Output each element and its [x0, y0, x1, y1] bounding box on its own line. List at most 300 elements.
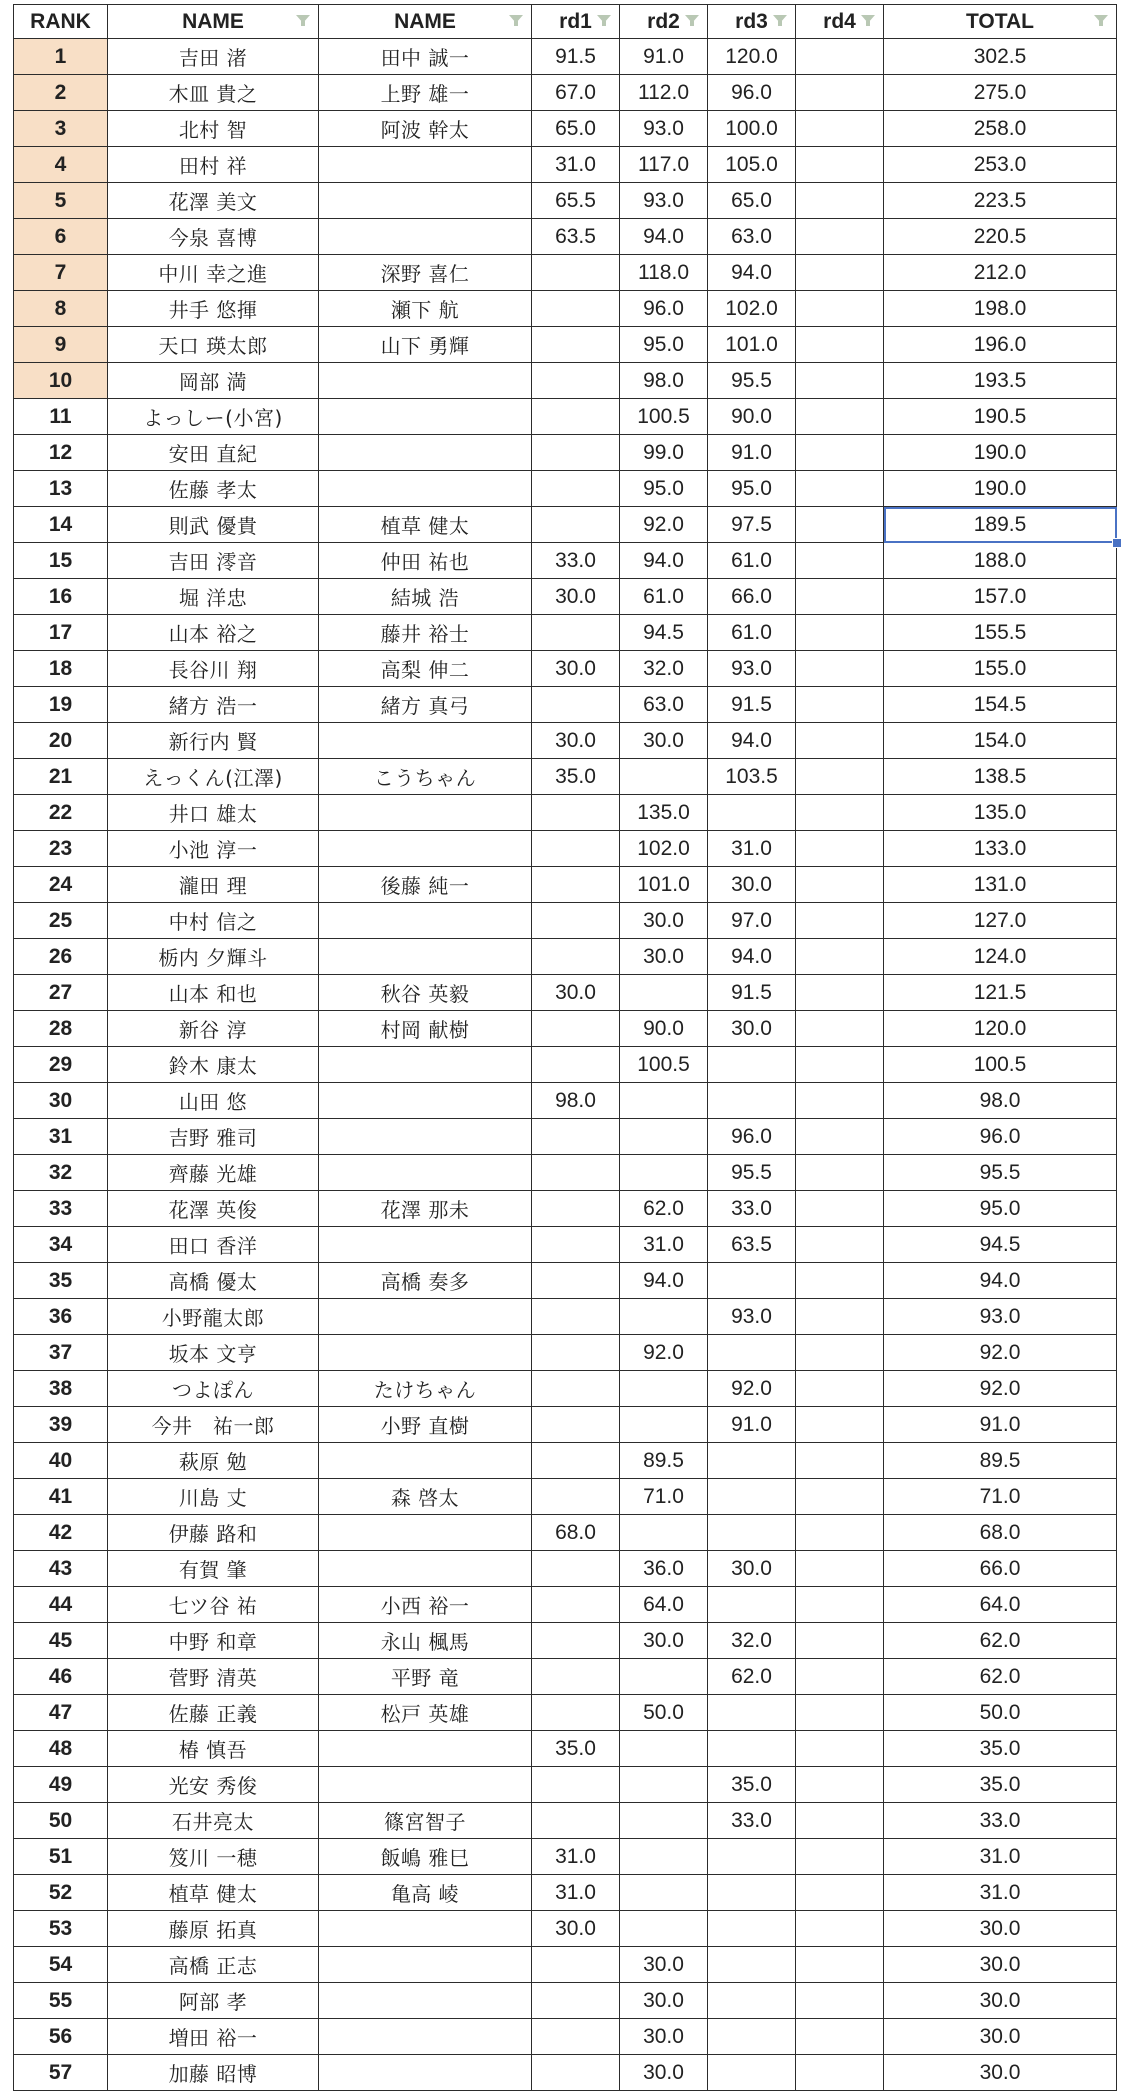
name-1-cell[interactable]: 山本 裕之	[108, 615, 319, 651]
rd4-cell[interactable]	[796, 1731, 884, 1767]
name-2-cell[interactable]	[319, 1119, 532, 1155]
rd2-cell[interactable]	[620, 1155, 708, 1191]
rd2-cell[interactable]: 94.0	[620, 1263, 708, 1299]
rd3-cell[interactable]	[708, 1695, 796, 1731]
rd4-cell[interactable]	[796, 1263, 884, 1299]
rd3-cell[interactable]: 90.0	[708, 399, 796, 435]
rd4-cell[interactable]	[796, 507, 884, 543]
rd1-cell[interactable]	[532, 1119, 620, 1155]
rd3-cell[interactable]: 97.5	[708, 507, 796, 543]
name-1-cell[interactable]: 藤原 拓真	[108, 1911, 319, 1947]
rd1-cell[interactable]	[532, 795, 620, 831]
name-1-cell[interactable]: 則武 優貴	[108, 507, 319, 543]
name-2-cell[interactable]	[319, 2019, 532, 2055]
rd2-cell[interactable]: 92.0	[620, 1335, 708, 1371]
name-1-cell[interactable]: 木皿 貴之	[108, 75, 319, 111]
rd3-cell[interactable]: 94.0	[708, 255, 796, 291]
rd1-cell[interactable]	[532, 1191, 620, 1227]
rank-cell[interactable]: 21	[14, 759, 108, 795]
rank-cell[interactable]: 57	[14, 2055, 108, 2091]
total-cell[interactable]: 196.0	[884, 327, 1117, 363]
rd4-cell[interactable]	[796, 903, 884, 939]
name-2-cell[interactable]: 村岡 献樹	[319, 1011, 532, 1047]
name-1-cell[interactable]: 新行内 賢	[108, 723, 319, 759]
name-1-cell[interactable]: 石井亮太	[108, 1803, 319, 1839]
rd4-cell[interactable]	[796, 1803, 884, 1839]
rd3-cell[interactable]	[708, 1047, 796, 1083]
rd1-cell[interactable]: 30.0	[532, 579, 620, 615]
name-2-cell[interactable]	[319, 723, 532, 759]
rd1-cell[interactable]	[532, 1695, 620, 1731]
rd1-cell[interactable]: 30.0	[532, 1911, 620, 1947]
name-1-cell[interactable]: 吉田 澪音	[108, 543, 319, 579]
rd4-cell[interactable]	[796, 579, 884, 615]
rd4-cell[interactable]	[796, 1335, 884, 1371]
rd4-cell[interactable]	[796, 1587, 884, 1623]
rank-cell[interactable]: 34	[14, 1227, 108, 1263]
rd1-cell[interactable]	[532, 1623, 620, 1659]
rd4-cell[interactable]	[796, 1515, 884, 1551]
name-2-cell[interactable]	[319, 435, 532, 471]
total-cell[interactable]: 71.0	[884, 1479, 1117, 1515]
rd3-cell[interactable]: 93.0	[708, 651, 796, 687]
rd2-cell[interactable]: 95.0	[620, 471, 708, 507]
rd1-cell[interactable]	[532, 687, 620, 723]
rd2-cell[interactable]	[620, 1803, 708, 1839]
total-cell[interactable]: 131.0	[884, 867, 1117, 903]
name-1-cell[interactable]: 緒方 浩一	[108, 687, 319, 723]
rd4-cell[interactable]	[796, 1767, 884, 1803]
rd3-cell[interactable]: 96.0	[708, 75, 796, 111]
rd2-cell[interactable]: 102.0	[620, 831, 708, 867]
rank-cell[interactable]: 27	[14, 975, 108, 1011]
rd2-cell[interactable]	[620, 1731, 708, 1767]
rd3-cell[interactable]: 32.0	[708, 1623, 796, 1659]
total-cell[interactable]: 64.0	[884, 1587, 1117, 1623]
header-rd3[interactable]	[708, 5, 796, 39]
rd2-cell[interactable]: 98.0	[620, 363, 708, 399]
rd3-cell[interactable]	[708, 1731, 796, 1767]
rd4-cell[interactable]	[796, 327, 884, 363]
total-cell[interactable]: 189.5	[884, 507, 1117, 543]
total-cell[interactable]: 190.0	[884, 435, 1117, 471]
rd4-cell[interactable]	[796, 687, 884, 723]
name-2-cell[interactable]: 瀬下 航	[319, 291, 532, 327]
total-cell[interactable]: 31.0	[884, 1839, 1117, 1875]
rd4-cell[interactable]	[796, 75, 884, 111]
name-2-cell[interactable]: 小野 直樹	[319, 1407, 532, 1443]
rank-cell[interactable]: 18	[14, 651, 108, 687]
rd1-cell[interactable]	[532, 1587, 620, 1623]
filter-dropdown-icon[interactable]	[296, 15, 310, 27]
total-cell[interactable]: 155.5	[884, 615, 1117, 651]
rd4-cell[interactable]	[796, 1443, 884, 1479]
filter-dropdown-icon[interactable]	[509, 15, 523, 27]
total-cell[interactable]: 35.0	[884, 1767, 1117, 1803]
rank-cell[interactable]: 17	[14, 615, 108, 651]
rd4-cell[interactable]	[796, 1191, 884, 1227]
rd4-cell[interactable]	[796, 1623, 884, 1659]
name-1-cell[interactable]: 田口 香洋	[108, 1227, 319, 1263]
rd4-cell[interactable]	[796, 1695, 884, 1731]
rd2-cell[interactable]: 118.0	[620, 255, 708, 291]
name-1-cell[interactable]: 栃内 夕輝斗	[108, 939, 319, 975]
name-2-cell[interactable]	[319, 399, 532, 435]
rank-cell[interactable]: 36	[14, 1299, 108, 1335]
rd1-cell[interactable]	[532, 867, 620, 903]
name-2-cell[interactable]: たけちゃん	[319, 1371, 532, 1407]
rd3-cell[interactable]: 91.5	[708, 687, 796, 723]
rd2-cell[interactable]: 112.0	[620, 75, 708, 111]
rd2-cell[interactable]	[620, 1299, 708, 1335]
rd4-cell[interactable]	[796, 255, 884, 291]
total-cell[interactable]: 212.0	[884, 255, 1117, 291]
rd2-cell[interactable]: 92.0	[620, 507, 708, 543]
header-rd1[interactable]	[532, 5, 620, 39]
rd3-cell[interactable]: 101.0	[708, 327, 796, 363]
rd2-cell[interactable]	[620, 1407, 708, 1443]
name-1-cell[interactable]: 今井 祐一郎	[108, 1407, 319, 1443]
rd1-cell[interactable]	[532, 615, 620, 651]
name-2-cell[interactable]	[319, 1983, 532, 2019]
rank-cell[interactable]: 20	[14, 723, 108, 759]
rd4-cell[interactable]	[796, 1371, 884, 1407]
rd2-cell[interactable]: 30.0	[620, 903, 708, 939]
rd1-cell[interactable]	[532, 1659, 620, 1695]
name-1-cell[interactable]: 高橋 優太	[108, 1263, 319, 1299]
name-1-cell[interactable]: 花澤 英俊	[108, 1191, 319, 1227]
rd3-cell[interactable]: 91.5	[708, 975, 796, 1011]
name-1-cell[interactable]: 田村 祥	[108, 147, 319, 183]
rank-cell[interactable]: 25	[14, 903, 108, 939]
name-1-cell[interactable]: 中村 信之	[108, 903, 319, 939]
rd1-cell[interactable]	[532, 471, 620, 507]
rd1-cell[interactable]	[532, 1299, 620, 1335]
rd4-cell[interactable]	[796, 1119, 884, 1155]
rd1-cell[interactable]	[532, 1227, 620, 1263]
rd2-cell[interactable]: 94.5	[620, 615, 708, 651]
rd1-cell[interactable]	[532, 1983, 620, 2019]
rd3-cell[interactable]: 61.0	[708, 615, 796, 651]
rd2-cell[interactable]: 30.0	[620, 723, 708, 759]
rd3-cell[interactable]: 30.0	[708, 1551, 796, 1587]
rd2-cell[interactable]	[620, 1119, 708, 1155]
rd2-cell[interactable]: 62.0	[620, 1191, 708, 1227]
rd1-cell[interactable]: 67.0	[532, 75, 620, 111]
name-1-cell[interactable]: 吉田 渚	[108, 39, 319, 75]
rd2-cell[interactable]: 30.0	[620, 1623, 708, 1659]
rd4-cell[interactable]	[796, 1227, 884, 1263]
name-1-cell[interactable]: 伊藤 路和	[108, 1515, 319, 1551]
rd4-cell[interactable]	[796, 1479, 884, 1515]
total-cell[interactable]: 190.5	[884, 399, 1117, 435]
name-2-cell[interactable]: 仲田 祐也	[319, 543, 532, 579]
total-cell[interactable]: 30.0	[884, 2055, 1117, 2091]
total-cell[interactable]: 193.5	[884, 363, 1117, 399]
rd2-cell[interactable]: 101.0	[620, 867, 708, 903]
rd3-cell[interactable]: 35.0	[708, 1767, 796, 1803]
total-cell[interactable]: 30.0	[884, 1983, 1117, 2019]
name-2-cell[interactable]	[319, 1227, 532, 1263]
name-1-cell[interactable]: 小野龍太郎	[108, 1299, 319, 1335]
rank-cell[interactable]: 23	[14, 831, 108, 867]
rank-cell[interactable]: 48	[14, 1731, 108, 1767]
total-cell[interactable]: 30.0	[884, 2019, 1117, 2055]
rd3-cell[interactable]: 66.0	[708, 579, 796, 615]
rd2-cell[interactable]: 96.0	[620, 291, 708, 327]
rank-cell[interactable]: 10	[14, 363, 108, 399]
rd2-cell[interactable]: 30.0	[620, 939, 708, 975]
name-1-cell[interactable]: 今泉 喜博	[108, 219, 319, 255]
rd1-cell[interactable]	[532, 1947, 620, 1983]
rd2-cell[interactable]: 32.0	[620, 651, 708, 687]
header-total[interactable]	[884, 5, 1117, 39]
total-cell[interactable]: 121.5	[884, 975, 1117, 1011]
rd4-cell[interactable]	[796, 1551, 884, 1587]
name-2-cell[interactable]: 飯嶋 雅巳	[319, 1839, 532, 1875]
name-1-cell[interactable]: 鈴木 康太	[108, 1047, 319, 1083]
rd4-cell[interactable]	[796, 1659, 884, 1695]
total-cell[interactable]: 253.0	[884, 147, 1117, 183]
rd1-cell[interactable]	[532, 1479, 620, 1515]
rank-cell[interactable]: 14	[14, 507, 108, 543]
name-2-cell[interactable]: 森 啓太	[319, 1479, 532, 1515]
name-1-cell[interactable]: 加藤 昭博	[108, 2055, 319, 2091]
rd4-cell[interactable]	[796, 1083, 884, 1119]
rd3-cell[interactable]	[708, 1335, 796, 1371]
name-2-cell[interactable]: 松戸 英雄	[319, 1695, 532, 1731]
name-1-cell[interactable]: 安田 直紀	[108, 435, 319, 471]
fill-handle[interactable]	[1112, 538, 1122, 548]
rd1-cell[interactable]: 68.0	[532, 1515, 620, 1551]
rd4-cell[interactable]	[796, 1911, 884, 1947]
total-cell[interactable]: 33.0	[884, 1803, 1117, 1839]
rd3-cell[interactable]: 61.0	[708, 543, 796, 579]
rank-cell[interactable]: 3	[14, 111, 108, 147]
total-cell[interactable]: 258.0	[884, 111, 1117, 147]
rd3-cell[interactable]: 33.0	[708, 1191, 796, 1227]
total-cell[interactable]: 62.0	[884, 1623, 1117, 1659]
name-2-cell[interactable]: 秋谷 英毅	[319, 975, 532, 1011]
name-2-cell[interactable]: 平野 竜	[319, 1659, 532, 1695]
rd3-cell[interactable]	[708, 1587, 796, 1623]
rank-cell[interactable]: 19	[14, 687, 108, 723]
rd3-cell[interactable]: 93.0	[708, 1299, 796, 1335]
rd3-cell[interactable]: 94.0	[708, 723, 796, 759]
rank-cell[interactable]: 55	[14, 1983, 108, 2019]
rd4-cell[interactable]	[796, 1947, 884, 1983]
rd1-cell[interactable]	[532, 939, 620, 975]
rd2-cell[interactable]: 135.0	[620, 795, 708, 831]
rd3-cell[interactable]: 92.0	[708, 1371, 796, 1407]
rd2-cell[interactable]	[620, 1371, 708, 1407]
rd2-cell[interactable]: 61.0	[620, 579, 708, 615]
rank-cell[interactable]: 2	[14, 75, 108, 111]
name-1-cell[interactable]: 七ツ谷 祐	[108, 1587, 319, 1623]
rd3-cell[interactable]	[708, 1947, 796, 1983]
rd3-cell[interactable]: 31.0	[708, 831, 796, 867]
total-cell[interactable]: 157.0	[884, 579, 1117, 615]
rd4-cell[interactable]	[796, 2019, 884, 2055]
name-1-cell[interactable]: 植草 健太	[108, 1875, 319, 1911]
rank-cell[interactable]: 9	[14, 327, 108, 363]
name-1-cell[interactable]: 長谷川 翔	[108, 651, 319, 687]
rd3-cell[interactable]: 96.0	[708, 1119, 796, 1155]
total-cell[interactable]: 100.5	[884, 1047, 1117, 1083]
rd3-cell[interactable]	[708, 1515, 796, 1551]
rank-cell[interactable]: 11	[14, 399, 108, 435]
total-cell[interactable]: 66.0	[884, 1551, 1117, 1587]
rd1-cell[interactable]: 63.5	[532, 219, 620, 255]
rd3-cell[interactable]	[708, 1263, 796, 1299]
total-cell[interactable]: 127.0	[884, 903, 1117, 939]
rd2-cell[interactable]: 31.0	[620, 1227, 708, 1263]
rd4-cell[interactable]	[796, 939, 884, 975]
rd2-cell[interactable]	[620, 1911, 708, 1947]
rd4-cell[interactable]	[796, 1299, 884, 1335]
name-1-cell[interactable]: 山本 和也	[108, 975, 319, 1011]
name-2-cell[interactable]: 花澤 那未	[319, 1191, 532, 1227]
name-1-cell[interactable]: 佐藤 孝太	[108, 471, 319, 507]
name-1-cell[interactable]: 有賀 肇	[108, 1551, 319, 1587]
name-2-cell[interactable]	[319, 1047, 532, 1083]
total-cell[interactable]: 62.0	[884, 1659, 1117, 1695]
name-1-cell[interactable]: 堀 洋忠	[108, 579, 319, 615]
rd2-cell[interactable]: 89.5	[620, 1443, 708, 1479]
name-1-cell[interactable]: 天口 瑛太郎	[108, 327, 319, 363]
rd2-cell[interactable]	[620, 1767, 708, 1803]
name-2-cell[interactable]	[319, 1443, 532, 1479]
name-1-cell[interactable]: 井手 悠揮	[108, 291, 319, 327]
rd4-cell[interactable]	[796, 795, 884, 831]
rd2-cell[interactable]	[620, 759, 708, 795]
total-cell[interactable]: 302.5	[884, 39, 1117, 75]
name-1-cell[interactable]: 花澤 美文	[108, 183, 319, 219]
rd1-cell[interactable]	[532, 1767, 620, 1803]
rd1-cell[interactable]: 33.0	[532, 543, 620, 579]
name-1-cell[interactable]: よっしー(小宮)	[108, 399, 319, 435]
rank-cell[interactable]: 35	[14, 1263, 108, 1299]
rd1-cell[interactable]	[532, 399, 620, 435]
rd2-cell[interactable]: 100.5	[620, 1047, 708, 1083]
total-cell[interactable]: 95.5	[884, 1155, 1117, 1191]
name-1-cell[interactable]: 齊藤 光雄	[108, 1155, 319, 1191]
total-cell[interactable]: 68.0	[884, 1515, 1117, 1551]
rd1-cell[interactable]	[532, 903, 620, 939]
rd4-cell[interactable]	[796, 831, 884, 867]
name-2-cell[interactable]: 結城 浩	[319, 579, 532, 615]
rd4-cell[interactable]	[796, 1407, 884, 1443]
rd1-cell[interactable]	[532, 831, 620, 867]
name-2-cell[interactable]: 深野 喜仁	[319, 255, 532, 291]
rd1-cell[interactable]	[532, 1263, 620, 1299]
header-name-2[interactable]	[319, 5, 532, 39]
name-2-cell[interactable]: 山下 勇輝	[319, 327, 532, 363]
rank-cell[interactable]: 5	[14, 183, 108, 219]
name-2-cell[interactable]	[319, 831, 532, 867]
rd1-cell[interactable]	[532, 1011, 620, 1047]
rd3-cell[interactable]: 103.5	[708, 759, 796, 795]
rd4-cell[interactable]	[796, 1839, 884, 1875]
rd3-cell[interactable]	[708, 1479, 796, 1515]
header-name-1[interactable]	[108, 5, 319, 39]
name-2-cell[interactable]	[319, 1731, 532, 1767]
rank-cell[interactable]: 8	[14, 291, 108, 327]
name-2-cell[interactable]	[319, 1299, 532, 1335]
rank-cell[interactable]: 40	[14, 1443, 108, 1479]
rank-cell[interactable]: 13	[14, 471, 108, 507]
name-1-cell[interactable]: 佐藤 正義	[108, 1695, 319, 1731]
rd3-cell[interactable]: 94.0	[708, 939, 796, 975]
rd4-cell[interactable]	[796, 1983, 884, 2019]
total-cell[interactable]: 92.0	[884, 1371, 1117, 1407]
name-2-cell[interactable]: 上野 雄一	[319, 75, 532, 111]
name-2-cell[interactable]	[319, 1767, 532, 1803]
rd1-cell[interactable]: 31.0	[532, 147, 620, 183]
rd3-cell[interactable]	[708, 1983, 796, 2019]
rd3-cell[interactable]: 120.0	[708, 39, 796, 75]
rd3-cell[interactable]: 63.0	[708, 219, 796, 255]
total-cell[interactable]: 133.0	[884, 831, 1117, 867]
name-2-cell[interactable]	[319, 1083, 532, 1119]
total-cell[interactable]: 190.0	[884, 471, 1117, 507]
rd3-cell[interactable]: 30.0	[708, 1011, 796, 1047]
name-2-cell[interactable]	[319, 1155, 532, 1191]
total-cell[interactable]: 275.0	[884, 75, 1117, 111]
total-cell[interactable]: 98.0	[884, 1083, 1117, 1119]
rd3-cell[interactable]: 95.5	[708, 1155, 796, 1191]
total-cell[interactable]: 155.0	[884, 651, 1117, 687]
filter-dropdown-icon[interactable]	[861, 15, 875, 27]
rd4-cell[interactable]	[796, 1047, 884, 1083]
name-1-cell[interactable]: 新谷 淳	[108, 1011, 319, 1047]
rd1-cell[interactable]	[532, 291, 620, 327]
rd4-cell[interactable]	[796, 867, 884, 903]
total-cell[interactable]: 95.0	[884, 1191, 1117, 1227]
rd3-cell[interactable]	[708, 2019, 796, 2055]
rank-cell[interactable]: 4	[14, 147, 108, 183]
rank-cell[interactable]: 26	[14, 939, 108, 975]
name-1-cell[interactable]: 吉野 雅司	[108, 1119, 319, 1155]
rd1-cell[interactable]: 30.0	[532, 975, 620, 1011]
header-rd4[interactable]	[796, 5, 884, 39]
rd4-cell[interactable]	[796, 111, 884, 147]
name-1-cell[interactable]: 中川 幸之進	[108, 255, 319, 291]
rank-cell[interactable]: 6	[14, 219, 108, 255]
rd3-cell[interactable]	[708, 1443, 796, 1479]
rd2-cell[interactable]	[620, 1875, 708, 1911]
rd4-cell[interactable]	[796, 399, 884, 435]
rank-cell[interactable]: 12	[14, 435, 108, 471]
rank-cell[interactable]: 45	[14, 1623, 108, 1659]
rd2-cell[interactable]	[620, 1083, 708, 1119]
name-2-cell[interactable]: 高橋 奏多	[319, 1263, 532, 1299]
rd1-cell[interactable]: 65.0	[532, 111, 620, 147]
name-1-cell[interactable]: 光安 秀俊	[108, 1767, 319, 1803]
rd4-cell[interactable]	[796, 219, 884, 255]
name-2-cell[interactable]	[319, 903, 532, 939]
filter-dropdown-icon[interactable]	[685, 15, 699, 27]
rank-cell[interactable]: 31	[14, 1119, 108, 1155]
rank-cell[interactable]: 37	[14, 1335, 108, 1371]
name-1-cell[interactable]: えっくん(江澤)	[108, 759, 319, 795]
name-2-cell[interactable]	[319, 1551, 532, 1587]
rd2-cell[interactable]	[620, 1515, 708, 1551]
rd2-cell[interactable]: 95.0	[620, 327, 708, 363]
header-rank[interactable]	[14, 5, 108, 39]
rd1-cell[interactable]	[532, 435, 620, 471]
name-2-cell[interactable]	[319, 939, 532, 975]
